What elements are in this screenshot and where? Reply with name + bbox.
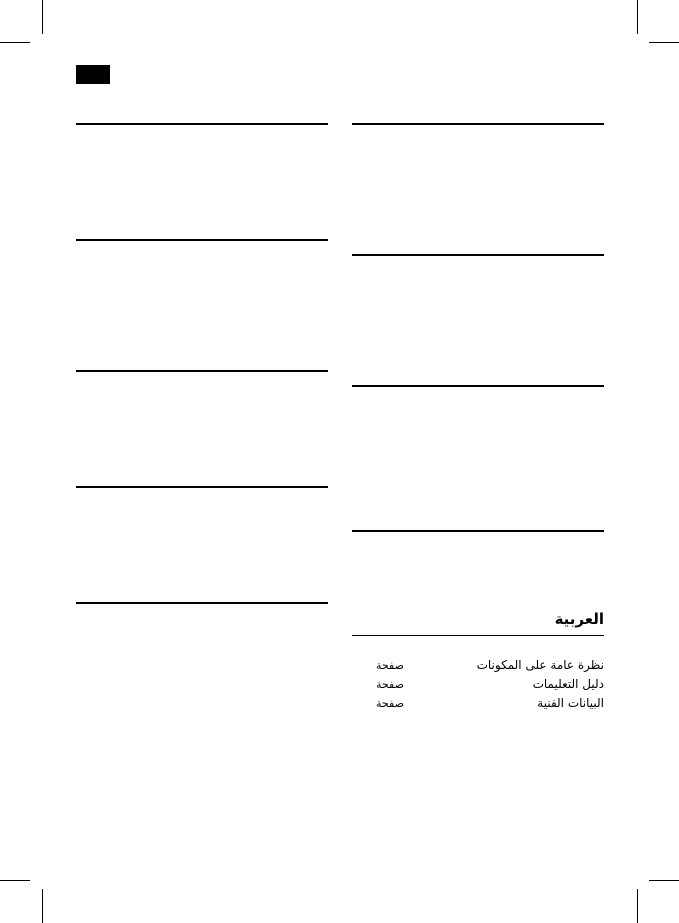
toc-page-label: صفحة: [376, 697, 404, 710]
toc-page-label: صفحة: [376, 678, 404, 691]
toc-row-components: [352, 658, 604, 674]
section-title-underline: [352, 635, 604, 636]
section-title: العربية: [554, 610, 604, 628]
toc-page-label: صفحة: [376, 659, 404, 672]
right-column-rule-2: [352, 254, 604, 256]
crop-mark-top-left: [42, 0, 43, 34]
right-column-rule-4: [352, 530, 604, 532]
toc-label: دليل التعليمات: [532, 677, 604, 691]
left-column-rule-5: [76, 602, 328, 604]
toc-label: البيانات الفنية: [537, 696, 604, 710]
toc-row-instructions: [352, 677, 604, 693]
language-tab-marker: [76, 65, 110, 84]
left-column-rule-1: [76, 123, 328, 125]
crop-mark-right-top: [649, 42, 679, 43]
right-column-rule-1: [352, 123, 604, 125]
crop-mark-left-top: [0, 42, 30, 43]
crop-mark-left-bottom: [0, 880, 30, 881]
crop-mark-bottom-left: [42, 889, 43, 923]
crop-mark-bottom-right: [637, 889, 638, 923]
right-column-rule-3: [352, 385, 604, 387]
left-column-rule-4: [76, 486, 328, 488]
left-column-rule-3: [76, 370, 328, 372]
toc-row-technical-data: [352, 696, 604, 712]
toc-label: نظرة عامة على المكونات: [476, 658, 604, 672]
left-column-rule-2: [76, 239, 328, 241]
crop-mark-right-bottom: [649, 880, 679, 881]
crop-mark-top-right: [637, 0, 638, 34]
